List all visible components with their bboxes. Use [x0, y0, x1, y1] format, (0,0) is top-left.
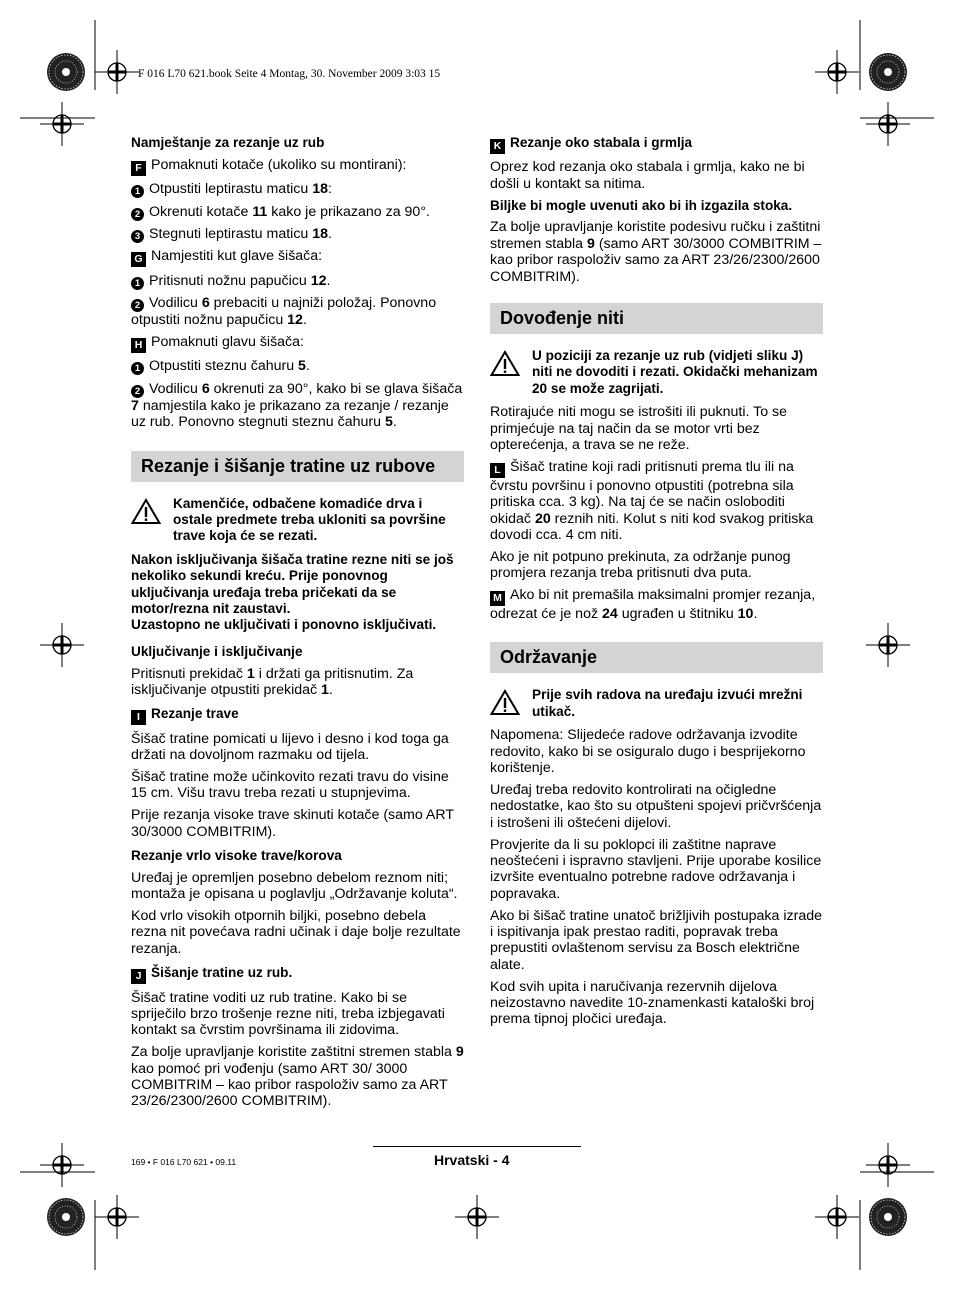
paragraph-cutting-2: Šišač tratine može učinkovito rezati travu do visine 15 cm. Višu travu treba rezati u stupnjevima. [131, 768, 449, 802]
step-h: H Pomaknuti glavu šišača: [131, 334, 464, 353]
figure-label-m: M [490, 591, 505, 606]
paragraph-cutting-3: Prije rezanja visoke trave skinuti kotače (samo ART 30/3000 COMBITRIM). [131, 807, 454, 840]
paragraph-maint-3: Provjerite da li su poklopci ili zaštitne naprave neoštećeni i ispravno stavljeni. Prije uporabe kosilice izvršite eventualno potrebne radove održavanja i popravaka. [490, 836, 822, 902]
paragraph-thread-l: L Šišač tratine koji radi pritisnuti prema tlu ili na čvrstu površinu i ponovno otpustiti (potrebna sila pritiska cca. 3 kg). Na taj će se način osloboditi okidač 20 reznih niti. Kolut s niti kod svakog pritiska dovodi cca. 4 cm niti. [490, 458, 814, 544]
step-f-2: 2 Okrenuti kotače 11 kako je prikazano za 90°. [131, 204, 464, 221]
step-f-3: 3 Stegnuti leptirastu maticu 18. [131, 226, 464, 243]
paragraph-maint-2: Uređaj treba redovito kontrolirati na očigledne nedostatke, kao što su otpušteni spojevi pričvršćenja i istrošeni ili oštećeni dijelovi. [490, 781, 822, 831]
footer-code: 169 • F 016 L70 621 • 09.11 [131, 1157, 237, 1167]
page-number: Hrvatski - 4 [434, 1152, 510, 1168]
step-h-2: 2 Vodilicu 6 okrenuti za 90°, kako bi se glava šišača 7 namjestila kako je prikazano za rezanje / rezanje uz rub. Ponovno stegnuti steznu čahuru 5. [131, 380, 463, 431]
step-h-1: 1 Otpustiti steznu čahuru 5. [131, 358, 464, 375]
figure-label-k: K [490, 139, 505, 154]
paragraph-thread-2: Ako je nit potpuno prekinuta, za održanje punog promjera rezanja treba pritisnuti dva puta. [490, 548, 791, 582]
subheading-on-off: Uključivanje i isključivanje [131, 643, 303, 659]
circled-number-2: 2 [131, 299, 144, 312]
warning-no-repeated-switching: Uzastopno ne uključivati i ponovno isključivati. [131, 617, 437, 633]
paragraph-high-1: Uređaj je opremljen posebno debelom reznom niti; montaža je opisana u poglavlju „Održavanje koluta“. [131, 869, 458, 903]
figure-label-g: G [131, 252, 146, 267]
paragraph-trees-1: Oprez kod rezanja oko stabala i grmlja, kako ne bi došli u kontakt sa nitima. [490, 159, 805, 192]
paragraph-thread-1: Rotirajuće niti mogu se istrošiti ili puknuti. To se primjećuje na taj način da se motor vrti bez opterećenja, a trava se ne reže. [490, 404, 788, 454]
subheading-cutting-grass: I Rezanje trave [131, 706, 464, 725]
subheading-adjust-edge: Namještanje za rezanje uz rub [131, 135, 325, 150]
paragraph-maint-5: Kod svih upita i naručivanja rezervnih dijelova neizostavno navedite 10-znamenkasti kataloški broj prema tipnoj pločici uređaja. [490, 978, 815, 1028]
circled-number-1: 1 [131, 277, 144, 290]
warning-edge-position: U poziciji za rezanje uz rub (vidjeti sliku J) niti ne dovoditi i rezati. Okidački mehanizam 20 se može zagrijati. [490, 348, 823, 397]
footer-rule [373, 1146, 581, 1147]
figure-label-l: L [490, 463, 505, 478]
figure-label-i: I [131, 710, 146, 725]
step-g-1: 1 Pritisnuti nožnu papučicu 12. [131, 273, 464, 290]
step-g: G Namjestiti kut glave šišača: [131, 248, 464, 267]
paragraph-maint-4: Ako bi šišač tratine unatoč brižljivih postupaka izrade i ispitivanja ipak prestao raditi, popravak treba prepustiti ovlaštenom servisu za Bosch električne alate. [490, 907, 822, 973]
subheading-edge-trimming: J Šišanje tratine uz rub. [131, 965, 464, 984]
figure-label-j: J [131, 969, 146, 984]
circled-number-2: 2 [131, 385, 144, 398]
figure-label-h: H [131, 338, 146, 353]
paragraph-high-2: Kod vrlo visokih otpornih biljki, posebno debela rezna nit povećava radni učinak i daje bolje rezultate rezanja. [131, 908, 461, 957]
circled-number-3: 3 [131, 230, 144, 243]
step-f: F Pomaknuti kotače (ukoliko su montirani): [131, 157, 464, 176]
paragraph-maint-1: Napomena: Slijedeće radove održavanja izvodite redovito, kako bi se osiguralo dugo i besprijekorno korištenje. [490, 727, 806, 777]
subheading-high-grass: Rezanje vrlo visoke trave/korova [131, 848, 342, 863]
section-heading-maintenance: Održavanje [490, 642, 823, 673]
print-header-info: F 016 L70 621.book Seite 4 Montag, 30. November 2009 3:03 15 [138, 68, 441, 80]
paragraph-edge-2: Za bolje upravljanje koristite zaštitni stremen stabla 9 kao pomoć pri vođenju (samo ART 30/ 3000 COMBITRIM – kao pribor raspoloživ samo za ART 23/26/2300/2600 COMBITRIM). [131, 1044, 464, 1110]
note-plants-wilt: Biljke bi mogle uvenuti ako bi ih izgazila stoka. [490, 197, 793, 213]
paragraph-cutting-1: Šišač tratine pomicati u lijevo i desno i kod toga ga držati na dovoljnom razmaku od tijela. [131, 730, 449, 764]
section-heading-edge-cutting: Rezanje i šišanje tratine uz rubove [131, 451, 464, 482]
paragraph-thread-m: M Ako bi nit premašila maksimalni promjer rezanja, odrezat će je nož 24 ugrađen u štitniku 10. [490, 587, 816, 623]
paragraph-on-off: Pritisnuti prekidač 1 i držati ga pritisnutim. Za isključivanje otpustiti prekidač 1. [131, 665, 414, 698]
figure-label-f: F [131, 161, 146, 176]
warning-triangle-icon [490, 689, 520, 716]
left-column [131, 135, 464, 1115]
step-g-2: 2 Vodilicu 6 prebaciti u najniži položaj. Ponovno otpustiti nožnu papučicu 12. [131, 295, 437, 329]
circled-number-2: 2 [131, 208, 144, 221]
circled-number-1: 1 [131, 362, 144, 375]
warning-remove-objects: Kamenčiće, odbačene komadiće drva i ostale predmete treba ukloniti sa površine trave koja će se rezati. [131, 496, 464, 545]
section-heading-thread-feed: Dovođenje niti [490, 303, 823, 334]
subheading-trees-shrubs: K Rezanje oko stabala i grmlja [490, 135, 823, 154]
step-f-1: 1 Otpustiti leptirastu maticu 18: [131, 181, 464, 198]
warning-threads-moving: Nakon isključivanja šišača tratine rezne niti se još nekoliko sekundi kreću. Prije ponovnog uključivanja uređaja treba pričekati da se motor/rezna nit zaustavi. [131, 551, 454, 616]
warning-unplug: Prije svih radova na uređaju izvući mrežni utikač. [490, 687, 823, 720]
warning-triangle-icon [131, 498, 161, 525]
right-column [490, 135, 823, 1033]
circled-number-1: 1 [131, 185, 144, 198]
paragraph-trees-2: Za bolje upravljanje koristite podesivu ručku i zaštitni stremen stabla 9 (samo ART 30/3000 COMBITRIM – kao pribor raspoloživ samo za ART 23/26/2300/2600 COMBITRIM). [490, 219, 822, 285]
paragraph-edge-1: Šišač tratine voditi uz rub tratine. Kako bi se spriječilo brzo trošenje rezne niti, treba izbjegavati kontakt sa čvrstim površinama ili zidovima. [131, 989, 445, 1039]
warning-triangle-icon [490, 350, 520, 377]
